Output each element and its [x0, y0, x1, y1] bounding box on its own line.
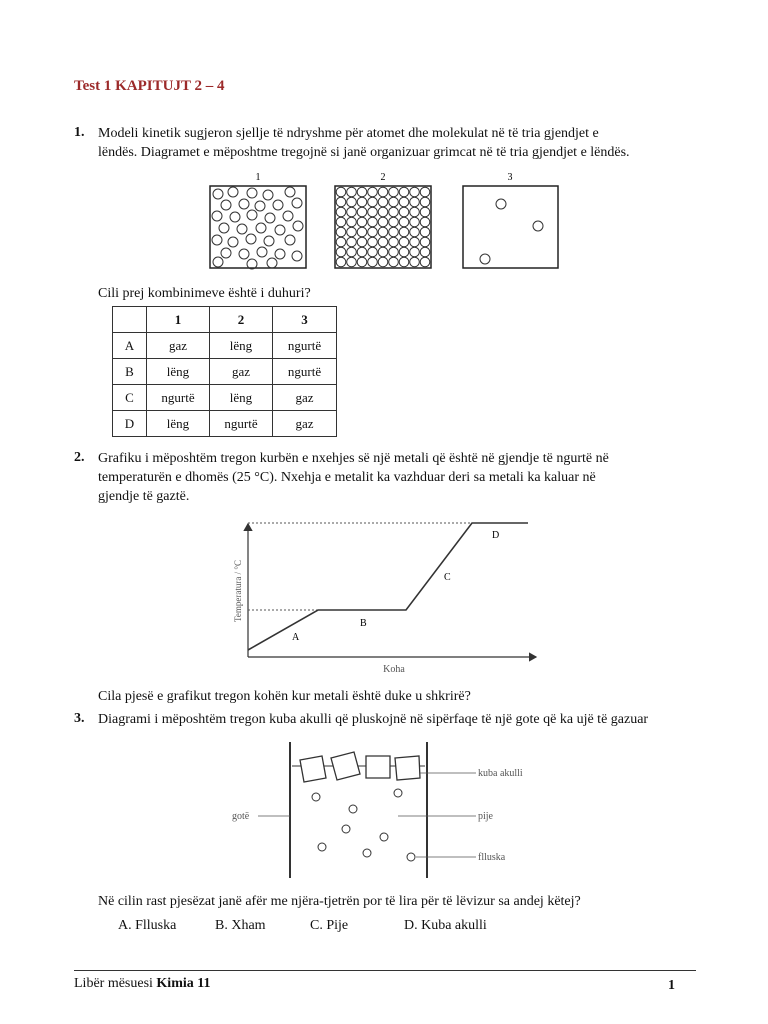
gas-particle — [480, 254, 490, 264]
particle — [347, 227, 357, 237]
particle — [410, 187, 420, 197]
diagram-box-gas — [463, 186, 558, 268]
particle — [357, 187, 367, 197]
particle — [336, 227, 346, 237]
particle — [336, 217, 346, 227]
table-cell: A — [113, 333, 147, 359]
particle — [213, 189, 223, 199]
ice-cubes — [300, 752, 420, 782]
label-bubbles: flluska — [478, 852, 506, 863]
particle — [257, 247, 267, 257]
particle — [273, 200, 283, 210]
particle — [267, 258, 277, 268]
table-header-cell — [113, 307, 147, 333]
particle — [410, 207, 420, 217]
table-header-cell: 1 — [147, 307, 210, 333]
particle — [347, 187, 357, 197]
particle — [247, 188, 257, 198]
q2-number: 2. — [74, 450, 85, 465]
bubble — [318, 843, 326, 851]
particle — [420, 257, 430, 267]
footer-book: Kimia 11 — [156, 976, 211, 991]
bubble — [363, 849, 371, 857]
particle — [368, 237, 378, 247]
particle — [389, 187, 399, 197]
particle — [389, 217, 399, 227]
particle — [347, 217, 357, 227]
particle — [336, 237, 346, 247]
particle — [368, 257, 378, 267]
particle — [357, 207, 367, 217]
particle — [221, 248, 231, 258]
table-header-cell: 2 — [210, 307, 273, 333]
bubble — [312, 793, 320, 801]
particle — [255, 201, 265, 211]
q2-question: Cila pjesë e grafikut tregon kohën kur metali është duke u shkrirë? — [98, 689, 471, 704]
particle — [347, 257, 357, 267]
particle — [410, 237, 420, 247]
particle-diagrams — [200, 168, 570, 274]
footer-prefix: Libër mësuesi — [74, 976, 153, 991]
particle — [230, 212, 240, 222]
particle — [420, 207, 430, 217]
segment-label-a: A — [292, 632, 300, 643]
ice-cube — [395, 756, 420, 780]
page-number: 1 — [668, 978, 675, 993]
option-a: A. Flluska — [118, 918, 177, 933]
particle — [420, 237, 430, 247]
option-d: D. Kuba akulli — [404, 918, 487, 933]
table-cell: lëng — [147, 411, 210, 437]
table-row — [113, 359, 337, 385]
table-cell: ngurtë — [273, 333, 337, 359]
table-cell: C — [113, 385, 147, 411]
q2-text-line2: temperaturën e dhomës (25 °C). Nxehja e metalit ka vazhduar deri sa metali ka kaluar në — [98, 470, 596, 485]
particle — [378, 207, 388, 217]
particle — [389, 207, 399, 217]
particle — [256, 223, 266, 233]
particle — [347, 247, 357, 257]
table-row — [113, 333, 337, 359]
particle — [357, 217, 367, 227]
particle — [239, 199, 249, 209]
particle — [283, 211, 293, 221]
particle — [399, 247, 409, 257]
particle — [389, 197, 399, 207]
particle — [285, 235, 295, 245]
y-axis-label: Temperatura / °C — [233, 560, 243, 622]
diagram-label-1: 1 — [255, 172, 261, 183]
particle — [219, 223, 229, 233]
q1-text-line1: Modeli kinetik sugjeron sjellje të ndryshme për atomet dhe molekulat në të tria gjendjet e — [98, 126, 599, 141]
footer-divider — [74, 970, 696, 971]
liquid-particles — [212, 187, 303, 269]
ice-cube — [300, 756, 326, 782]
particle — [239, 249, 249, 259]
bubble — [407, 853, 415, 861]
particle — [237, 224, 247, 234]
particle — [285, 187, 295, 197]
ice-cube — [366, 756, 390, 778]
particle — [399, 217, 409, 227]
particle — [292, 251, 302, 261]
particle — [389, 237, 399, 247]
diagram-label-2: 2 — [380, 172, 386, 183]
particle — [420, 217, 430, 227]
table-header-row — [113, 307, 337, 333]
particle — [368, 187, 378, 197]
particle — [389, 257, 399, 267]
bubble — [380, 833, 388, 841]
bubble — [394, 789, 402, 797]
table-header-cell: 3 — [273, 307, 337, 333]
q2-text-line1: Grafiku i mëposhtëm tregon kurbën e nxehjes së një metali që është në gjendje të ngurtë në — [98, 451, 609, 466]
particle — [357, 197, 367, 207]
segment-label-b: B — [360, 618, 367, 629]
q3-question: Në cilin rast pjesëzat janë afër me njëra-tjetrën por të lira për të lëvizur sa andej këtej? — [98, 894, 581, 909]
particle — [378, 187, 388, 197]
particle — [368, 247, 378, 257]
bubble — [342, 825, 350, 833]
table-row — [113, 411, 337, 437]
particle — [368, 197, 378, 207]
particle — [399, 207, 409, 217]
table-cell: gaz — [210, 359, 273, 385]
particle — [293, 221, 303, 231]
particle — [336, 257, 346, 267]
particle — [368, 207, 378, 217]
particle — [357, 237, 367, 247]
q1-text-line2: lëndës. Diagramet e mëposhtme tregojnë si janë organizuar grimcat në të tria gjendjet e lëndës. — [98, 145, 630, 160]
label-ice: kuba akulli — [478, 768, 523, 779]
particle — [410, 247, 420, 257]
particle — [368, 217, 378, 227]
particle — [368, 227, 378, 237]
particle — [357, 247, 367, 257]
table-cell: lëng — [210, 385, 273, 411]
heating-curve-line — [248, 523, 528, 650]
particle — [246, 234, 256, 244]
solid-particles — [336, 187, 430, 267]
table-cell: ngurtë — [210, 411, 273, 437]
gas-particle — [496, 199, 506, 209]
table-cell: ngurtë — [147, 385, 210, 411]
particle — [228, 237, 238, 247]
gas-particle — [533, 221, 543, 231]
particle — [410, 197, 420, 207]
particle — [378, 257, 388, 267]
particle — [420, 187, 430, 197]
particle — [378, 227, 388, 237]
particle — [347, 237, 357, 247]
table-cell: lëng — [210, 333, 273, 359]
glass-diagram — [228, 738, 548, 882]
label-glass: gotë — [232, 811, 250, 822]
particle — [292, 198, 302, 208]
bubbles — [312, 789, 415, 861]
particle — [399, 237, 409, 247]
particle — [263, 190, 273, 200]
particle — [420, 227, 430, 237]
particle — [228, 187, 238, 197]
particle — [378, 247, 388, 257]
option-c: C. Pije — [310, 918, 349, 933]
table-cell: lëng — [147, 359, 210, 385]
particle — [213, 257, 223, 267]
particle — [420, 197, 430, 207]
q1-number: 1. — [74, 125, 85, 140]
particle — [357, 227, 367, 237]
label-drink: pije — [478, 811, 493, 822]
table-cell: gaz — [273, 385, 337, 411]
particle — [212, 235, 222, 245]
particle — [357, 257, 367, 267]
particle — [275, 249, 285, 259]
footer-text — [74, 976, 210, 992]
particle — [378, 197, 388, 207]
particle — [410, 257, 420, 267]
diagram-label-3: 3 — [507, 172, 513, 183]
particle — [399, 187, 409, 197]
heating-curve-chart — [228, 512, 544, 678]
table-row — [113, 385, 337, 411]
particle — [399, 197, 409, 207]
x-axis-label: Koha — [383, 664, 405, 675]
particle — [378, 217, 388, 227]
particle — [336, 247, 346, 257]
particle — [389, 247, 399, 257]
page-title: Test 1 KAPITUJT 2 – 4 — [74, 78, 225, 94]
particle — [265, 213, 275, 223]
table-cell: ngurtë — [273, 359, 337, 385]
particle — [347, 197, 357, 207]
q3-text: Diagrami i mëposhtëm tregon kuba akulli që pluskojnë në sipërfaqe të një gote që ka ujë të gazuar — [98, 712, 649, 727]
table-cell: gaz — [273, 411, 337, 437]
particle — [247, 210, 257, 220]
particle — [347, 207, 357, 217]
particle — [336, 197, 346, 207]
table-cell: D — [113, 411, 147, 437]
table-cell: B — [113, 359, 147, 385]
option-b: B. Xham — [215, 918, 266, 933]
q3-number: 3. — [74, 711, 85, 726]
particle — [399, 227, 409, 237]
particle — [336, 187, 346, 197]
particle — [275, 225, 285, 235]
particle — [410, 217, 420, 227]
particle — [420, 247, 430, 257]
particle — [399, 257, 409, 267]
table-cell: gaz — [147, 333, 210, 359]
bubble — [349, 805, 357, 813]
particle — [410, 227, 420, 237]
answer-table — [112, 306, 337, 437]
particle — [336, 207, 346, 217]
particle — [221, 200, 231, 210]
particle — [378, 237, 388, 247]
segment-label-d: D — [492, 530, 500, 541]
q1-question: Cili prej kombinimeve është i duhuri? — [98, 286, 311, 301]
particle — [389, 227, 399, 237]
q2-text-line3: gjendje të gaztë. — [98, 489, 190, 504]
particle — [212, 211, 222, 221]
ice-cube — [331, 752, 360, 780]
particle — [264, 236, 274, 246]
segment-label-c: C — [444, 572, 451, 583]
